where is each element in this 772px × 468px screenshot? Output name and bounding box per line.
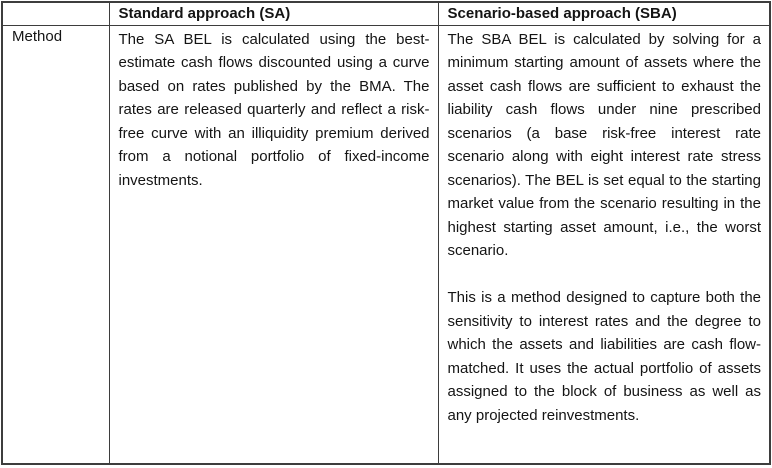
table-header-row bbox=[2, 2, 770, 25]
cell-sba-method bbox=[438, 25, 770, 464]
header-cell-blank bbox=[2, 2, 109, 25]
comparison-table bbox=[1, 1, 771, 465]
row-label-method: Method bbox=[2, 25, 109, 464]
cell-sa-method bbox=[109, 25, 438, 464]
sba-method-paragraph-2: This is a method designed to capture both the sensitivity to interest rates and the degree to which the assets and liabilities are cash flow-matched. It uses the actual portfolio of assets assigned to the block of business as well as any projected reinvestments. bbox=[447, 289, 761, 424]
sba-method-paragraph-1: The SBA BEL is calculated by solving for a minimum starting amount of assets where the asset cash flows are sufficient to exhaust the liability cash flows under nine prescribed scenarios (a base risk-free interest rate scenario along with eight interest rate stress scenarios). The BEL is set equal to the starting market value from the scenario resulting in the highest starting asset amount, i.e., the worst scenario. bbox=[447, 30, 761, 259]
header-cell-scenario-based-approach: Scenario-based approach (SBA) bbox=[438, 2, 770, 25]
sa-method-text: The SA BEL is calculated using the best-estimate cash flows discounted using a curve based on rates published by the BMA. The rates are released quarterly and reflect a risk-free curve with an illiquidity premium derived from a notional portfolio of fixed-income investments. bbox=[118, 30, 430, 189]
header-cell-standard-approach: Standard approach (SA) bbox=[109, 2, 438, 25]
table-row-method bbox=[2, 25, 770, 464]
